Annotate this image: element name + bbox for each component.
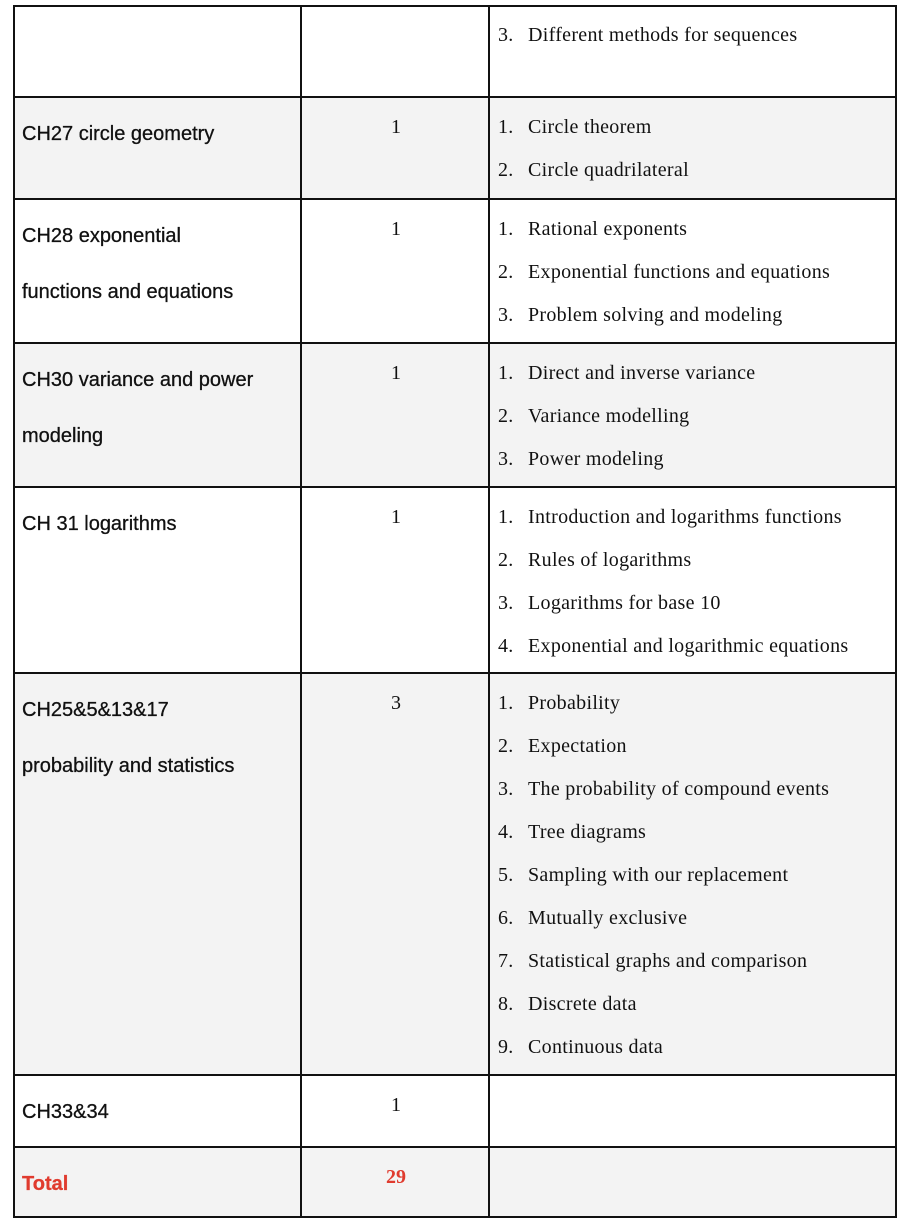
list-item: 3. The probability of compound events [498, 778, 830, 800]
list-item: 2. Circle quadrilateral [498, 159, 689, 181]
topic-list [498, 692, 898, 1079]
list-item: 1. Introduction and logarithms functions [498, 506, 842, 528]
column-divider [488, 5, 490, 1218]
row-divider [13, 96, 897, 98]
total-count: 29 [386, 1166, 406, 1188]
lesson-count: 3 [391, 692, 401, 714]
row-divider [13, 5, 897, 7]
list-item: 3. Different methods for sequences [498, 24, 798, 46]
table-row [13, 487, 897, 673]
table-row [13, 673, 897, 1075]
row-divider [13, 1216, 897, 1218]
lesson-count: 1 [391, 218, 401, 240]
list-item: 5. Sampling with our replacement [498, 864, 789, 886]
table-row [13, 199, 897, 343]
list-item: 3. Power modeling [498, 448, 664, 470]
table-row [13, 97, 897, 199]
chapter-title: CH 31 logarithms [22, 513, 177, 535]
table-row [13, 5, 897, 97]
row-divider [13, 672, 897, 674]
topic-list [498, 506, 898, 678]
row-divider [13, 1146, 897, 1148]
row-divider [13, 486, 897, 488]
row-divider [13, 1074, 897, 1076]
chapter-title: CH25&5&13&17 probability and statistics [22, 699, 235, 777]
column-divider [895, 5, 897, 1218]
list-item: 6. Mutually exclusive [498, 907, 688, 929]
column-divider [300, 5, 302, 1218]
table-row-total [13, 1147, 897, 1217]
list-item: 1. Circle theorem [498, 116, 652, 138]
chapter-title: CH33&34 [22, 1101, 109, 1123]
chapter-title: CH27 circle geometry [22, 123, 215, 145]
list-item: 4. Exponential and logarithmic equations [498, 635, 849, 657]
topic-list [498, 362, 898, 491]
list-item: 2. Variance modelling [498, 405, 690, 427]
list-item: 1. Direct and inverse variance [498, 362, 756, 384]
list-item: 1. Rational exponents [498, 218, 688, 240]
list-item: 3. Problem solving and modeling [498, 304, 783, 326]
column-divider [13, 5, 15, 1218]
lesson-count: 1 [391, 362, 401, 384]
lesson-count: 1 [391, 506, 401, 528]
topic-list [498, 218, 898, 347]
list-item: 2. Rules of logarithms [498, 549, 692, 571]
total-label: Total [22, 1173, 69, 1195]
list-item: 2. Exponential functions and equations [498, 261, 831, 283]
list-item: 2. Expectation [498, 735, 627, 757]
topic-list [498, 24, 898, 67]
list-item: 7. Statistical graphs and comparison [498, 950, 808, 972]
chapter-title: CH28 exponential functions and equations [22, 225, 234, 303]
list-item: 8. Discrete data [498, 993, 637, 1015]
row-divider [13, 198, 897, 200]
lesson-count: 1 [391, 1094, 401, 1116]
list-item: 1. Probability [498, 692, 621, 714]
topic-list [498, 116, 898, 202]
row-divider [13, 342, 897, 344]
list-item: 4. Tree diagrams [498, 821, 647, 843]
lesson-count: 1 [391, 116, 401, 138]
list-item: 3. Logarithms for base 10 [498, 592, 721, 614]
list-item: 9. Continuous data [498, 1036, 664, 1058]
chapter-title: CH30 variance and power modeling [22, 369, 254, 447]
table-row [13, 1075, 897, 1147]
table-row [13, 343, 897, 487]
